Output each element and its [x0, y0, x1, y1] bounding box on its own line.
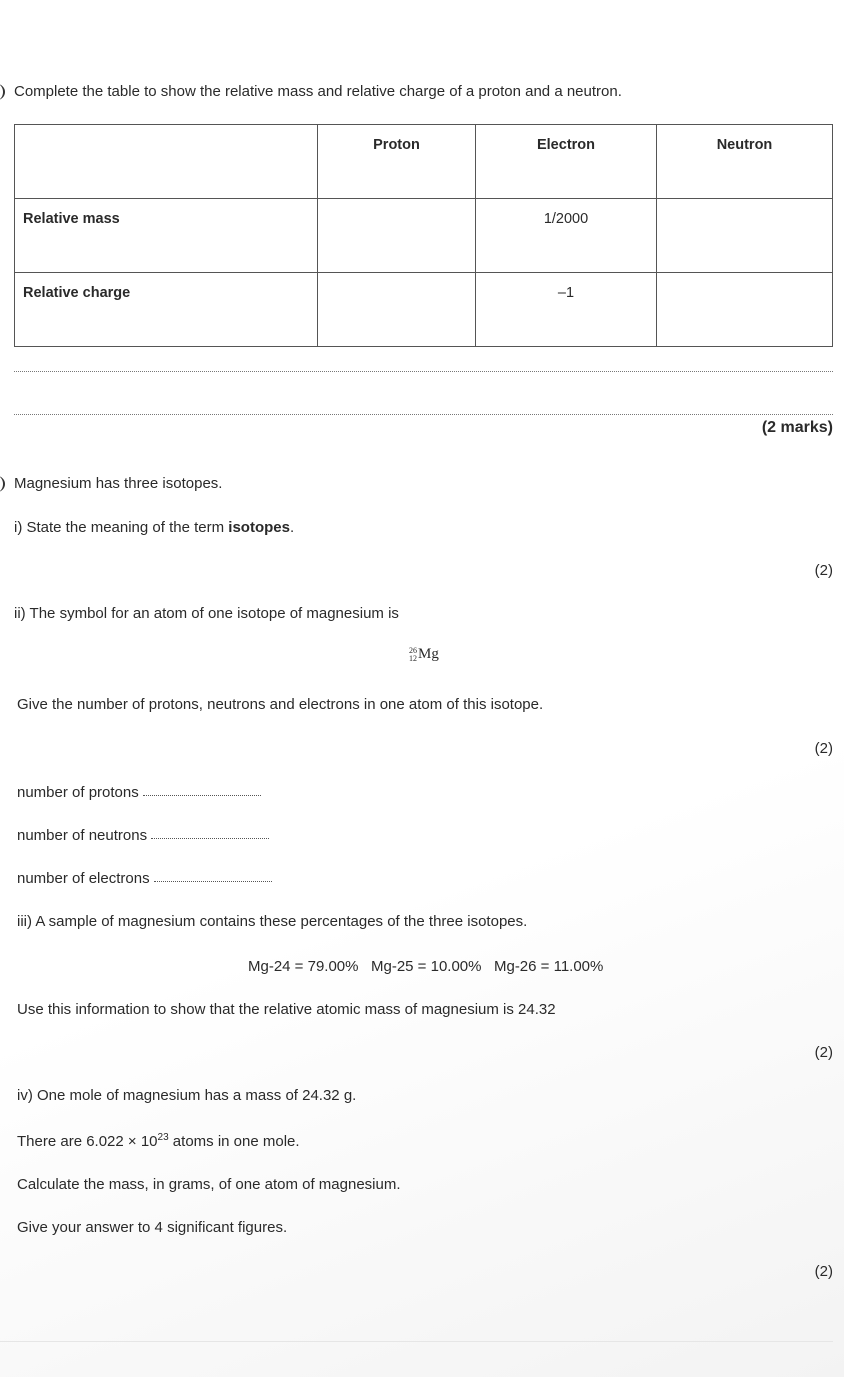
cell-electron-charge: –1 [476, 273, 657, 347]
question-2-intro: Magnesium has three isotopes. [14, 475, 223, 492]
mass-number: 26 [409, 645, 417, 655]
row-label-relative-mass: Relative mass [15, 199, 318, 273]
cell-proton-charge[interactable] [318, 273, 476, 347]
part-iii-text: iii) A sample of magnesium contains these percentages of the three isotopes. [17, 913, 528, 930]
cell-electron-mass: 1/2000 [476, 199, 657, 273]
part-ii-text: ii) The symbol for an atom of one isotope of magnesium is [14, 605, 399, 622]
part-i-keyword: isotopes [228, 519, 290, 536]
answer-dotted-line[interactable] [154, 881, 272, 882]
part-iv-sigfig: Give your answer to 4 significant figures. [17, 1219, 288, 1236]
answer-protons [17, 784, 261, 801]
avogadro-statement [17, 1132, 300, 1150]
answer-label: number of electrons [17, 870, 150, 887]
cell-neutron-charge[interactable] [657, 273, 833, 347]
avogadro-exponent: 23 [157, 1132, 169, 1143]
isotope-percentages: Mg-24 = 79.00% Mg-25 = 10.00% Mg-26 = 11.00% [248, 958, 604, 975]
avogadro-prefix: There are 6.022 × 10 [17, 1133, 158, 1150]
answer-line[interactable] [14, 414, 833, 415]
part-ii-instruction: Give the number of protons, neutrons and electrons in one atom of this isotope. [17, 696, 544, 713]
part-iii-marks: (2) [814, 1044, 833, 1061]
header-proton: Proton [318, 125, 476, 199]
table-row [15, 199, 833, 273]
row-label-relative-charge: Relative charge [15, 273, 318, 347]
cell-proton-mass[interactable] [318, 199, 476, 273]
answer-dotted-line[interactable] [151, 838, 269, 839]
particle-table [14, 124, 833, 347]
footer-divider [0, 1341, 833, 1342]
question-1-marks: (2 marks) [761, 419, 833, 436]
header-neutron: Neutron [657, 125, 833, 199]
cell-neutron-mass[interactable] [657, 199, 833, 273]
answer-neutrons [17, 827, 269, 844]
table-header-row [15, 125, 833, 199]
answer-line[interactable] [14, 371, 833, 372]
answer-label: number of neutrons [17, 827, 148, 844]
question-bullet [0, 84, 5, 100]
answer-label: number of protons [17, 784, 139, 801]
table-corner-cell [15, 125, 318, 199]
part-i-suffix: . [289, 519, 295, 536]
question-1-text: Complete the table to show the relative mass and relative charge of a proton and a neutron. [14, 83, 622, 100]
part-iv-text: iv) One mole of magnesium has a mass of 24.32 g. [17, 1087, 357, 1104]
part-ii-marks: (2) [814, 740, 833, 757]
table-row [15, 273, 833, 347]
part-iii-instruction: Use this information to show that the relative atomic mass of magnesium is 24.32 [17, 1001, 556, 1018]
answer-electrons [17, 870, 272, 887]
question-bullet [0, 476, 5, 492]
isotope-symbol [409, 646, 439, 663]
element-symbol: Mg [418, 646, 439, 662]
part-i-marks: (2) [814, 562, 833, 579]
header-electron: Electron [476, 125, 657, 199]
part-i-text [14, 519, 294, 536]
atomic-number: 12 [409, 653, 417, 663]
part-iv-marks: (2) [814, 1263, 833, 1280]
avogadro-suffix: atoms in one mole. [168, 1133, 300, 1150]
part-iv-instruction: Calculate the mass, in grams, of one atom of magnesium. [17, 1176, 401, 1193]
part-i-prefix: i) State the meaning of the term [14, 519, 229, 536]
answer-dotted-line[interactable] [143, 795, 261, 796]
